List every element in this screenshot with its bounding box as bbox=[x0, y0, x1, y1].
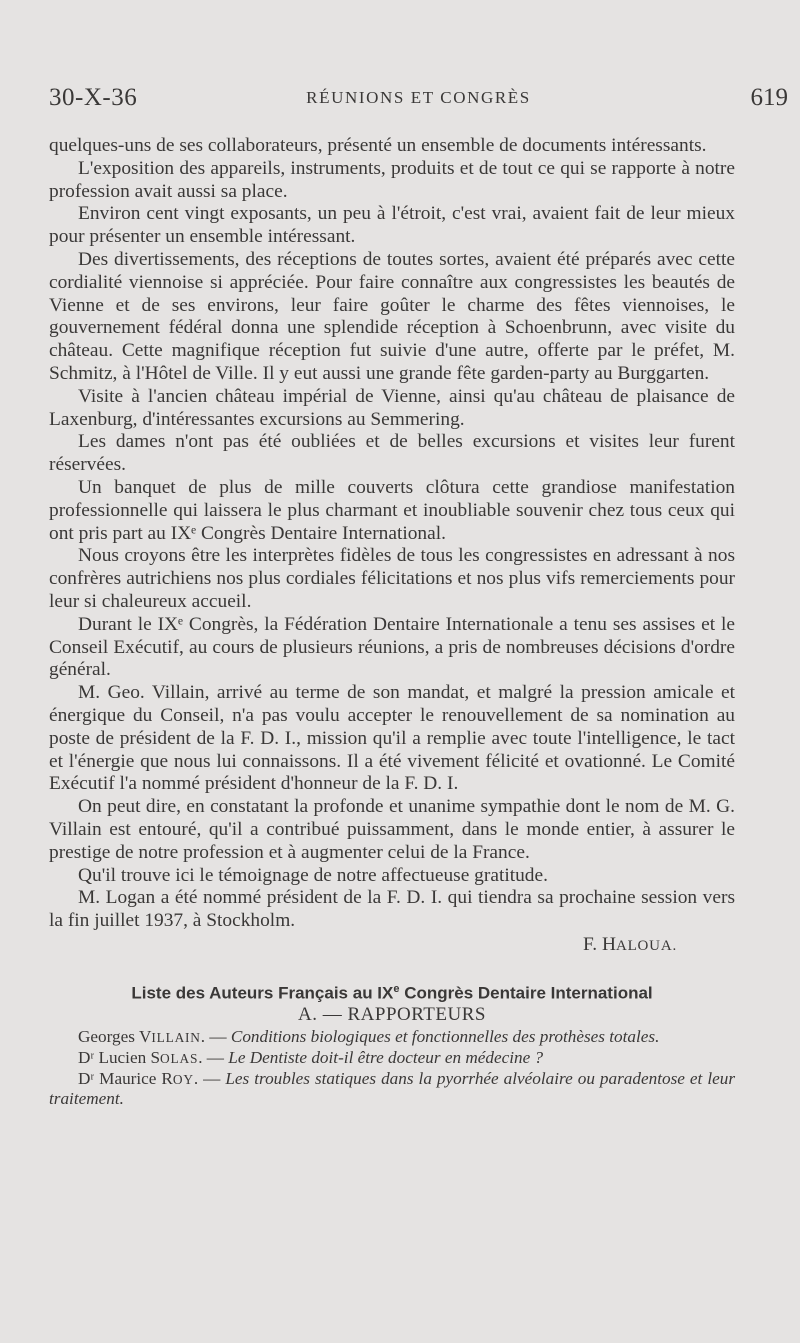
list-title-superscript: e bbox=[393, 982, 400, 995]
paragraph: Qu'il trouve ici le témoignage de notre affectueuse gratitude. bbox=[78, 864, 548, 886]
paragraph: L'exposition des appareils, instruments, produits et de tout ce qui se rapporte à notre profession avait aussi sa place. bbox=[49, 157, 735, 202]
author-prefix: Dʳ Lucien S bbox=[78, 1047, 161, 1067]
author-name: ILLAIN bbox=[151, 1030, 201, 1046]
list-item bbox=[49, 1048, 735, 1069]
list-item bbox=[49, 1027, 735, 1048]
signature-rest: ALOUA. bbox=[615, 937, 677, 954]
paragraph: Nous croyons être les interprètes fidèles de tous les congressistes en adressant à nos confrères autrichiens nos plus cordiales félicitations et nos plus vifs remerciements pour leur si chaleureux accueil. bbox=[49, 545, 735, 612]
author-signature bbox=[49, 934, 677, 958]
list-item bbox=[49, 1069, 735, 1109]
author-name: OLAS bbox=[160, 1050, 199, 1066]
paragraph: Durant le IXᵉ Congrès, la Fédération Dentaire Internationale a tenu ses assises et le Conseil Exécutif, au cours de plusieurs réunions, a pris de nombreuses décisions d'ordre général. bbox=[49, 613, 735, 681]
paragraph: M. Logan a été nommé président de la F. D. I. qui tiendra sa prochaine session vers la fin juillet 1937, à Stockholm. bbox=[49, 887, 735, 932]
header-date: 30-X-36 bbox=[49, 84, 138, 111]
list-title bbox=[49, 978, 735, 1005]
list-title-main: Liste des Auteurs Français au IX bbox=[131, 983, 394, 1003]
article-body bbox=[49, 135, 735, 1109]
signature-initial: F. H bbox=[583, 933, 616, 955]
separator: . — bbox=[193, 1068, 226, 1088]
author-name: OY bbox=[172, 1071, 194, 1087]
page-number: 619 bbox=[750, 84, 788, 111]
author-prefix: Dʳ Maurice R bbox=[78, 1068, 173, 1088]
rapporteurs-list bbox=[49, 1027, 735, 1108]
report-title: Le Dentiste doit-il être docteur en médecine ? bbox=[228, 1047, 544, 1067]
paragraph: Visite à l'ancien château impérial de Vienne, ainsi qu'au château de plaisance de Laxenburg, d'intéressantes excursions au Semmering. bbox=[49, 385, 735, 430]
list-title-end: Congrès Dentaire International bbox=[399, 983, 653, 1003]
paragraph: Environ cent vingt exposants, un peu à l'étroit, c'est vrai, avaient fait de leur mieux pour présenter un ensemble intéressant. bbox=[49, 203, 735, 248]
paragraph: On peut dire, en constatant la profonde et unanime sympathie dont le nom de M. G. Villain est entouré, qu'il a contribué puissamment, dans le monde entier, à assurer le prestige de notre profession et à augmenter celui de la France. bbox=[49, 796, 735, 863]
paragraph: Des divertissements, des réceptions de toutes sortes, avaient été préparés avec cette cordialité viennoise si appréciée. Pour faire connaître aux congressistes les beautés de Vienne et de ses environs, leur faire goûter le charme des fêtes viennoises, le gouvernement fédéral donna une splendide réception à Schoenbrunn, avec visite du château. Cette magnifique réception fut suivie d'une autre, offerte par le préfet, M. Schmitz, à l'Hôtel de Ville. Il y eut aussi une grande fête garden-party au Burggarten. bbox=[49, 248, 735, 384]
report-title: Conditions biologiques et fonctionnelles des prothèses totales. bbox=[230, 1027, 660, 1047]
separator: . — bbox=[198, 1047, 229, 1067]
report-title: Les troubles statiques dans la pyorrhée alvéolaire ou paradentose et leur traitement. bbox=[49, 1068, 736, 1109]
author-prefix: Georges V bbox=[78, 1027, 152, 1047]
paragraph: quelques-uns de ses collaborateurs, présenté un ensemble de documents intéressants. bbox=[49, 135, 707, 156]
header-section-title: RÉUNIONS ET CONGRÈS bbox=[306, 88, 531, 107]
section-heading: A. — RAPPORTEURS bbox=[298, 1004, 486, 1026]
paragraph: Les dames n'ont pas été oubliées et de belles excursions et visites leur furent réservées. bbox=[49, 431, 735, 476]
paragraph: M. Geo. Villain, arrivé au terme de son mandat, et malgré la pression amicale et énergique du Conseil, n'a pas voulu accepter le renouvellement de sa nomination au poste de président de la F. D. I., mission qu'il a remplie avec toute l'intelligence, le tact et l'énergie que nous lui connaissons. Il a été vivement félicité et ovationné. Le Comité Exécutif l'a nommé président d'honneur de la F. D. I. bbox=[49, 682, 735, 795]
page-header bbox=[49, 84, 788, 112]
separator: . — bbox=[200, 1027, 231, 1047]
paragraph: Un banquet de plus de mille couverts clôtura cette grandiose manifestation professionnelle qui laissera le plus charmant et inoubliable souvenir chez tous ceux qui ont pris part au IXᵉ Congrès Dentaire International. bbox=[49, 476, 735, 544]
